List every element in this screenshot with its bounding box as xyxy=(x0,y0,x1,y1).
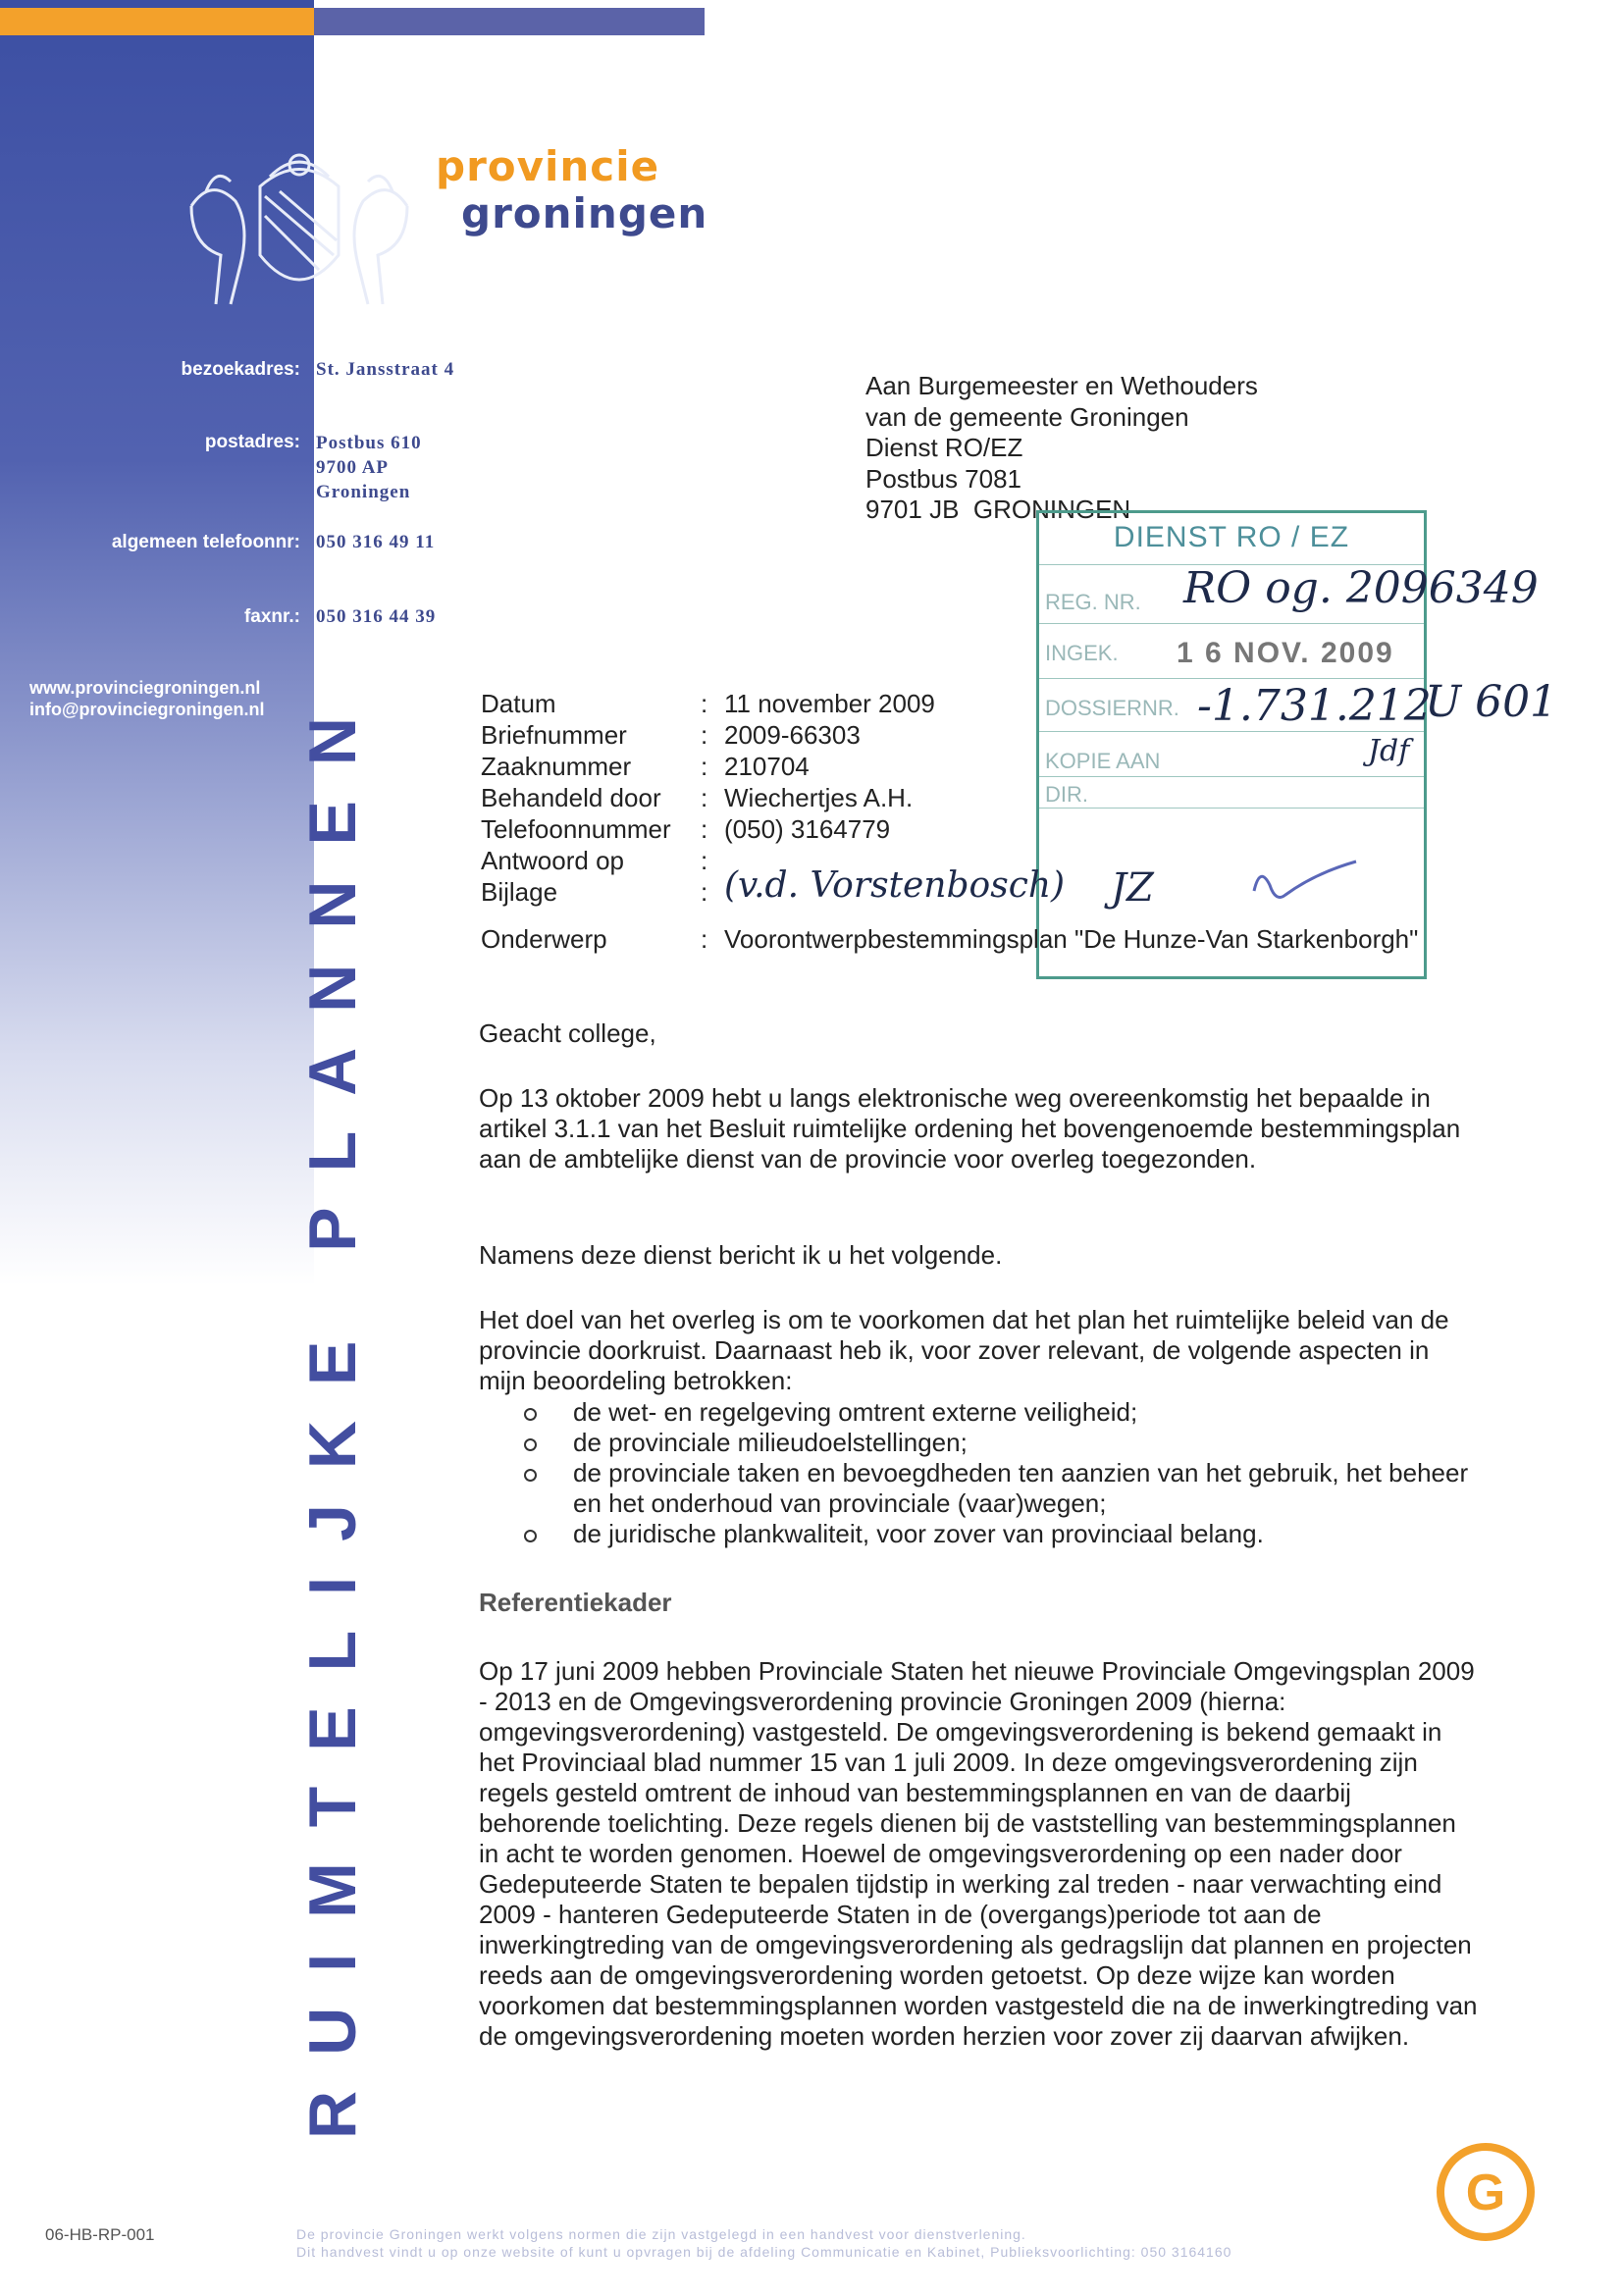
recipient-line: Aan Burgemeester en Wethouders xyxy=(865,371,1258,400)
list-item-text: de wet- en regelgeving omtrent externe veiligheid; xyxy=(573,1397,1138,1427)
meta-key: Behandeld door xyxy=(481,783,661,812)
list-item-text: de provinciale milieudoelstellingen; xyxy=(573,1428,968,1457)
meta-key: Onderwerp xyxy=(481,924,607,954)
stamp-label-dossier: DOSSIERNR. xyxy=(1045,696,1179,720)
stamp-label-reg: REG. NR. xyxy=(1045,590,1141,614)
stamp-label-date: INGEK. xyxy=(1045,641,1119,665)
recipient-line: van de gemeente Groningen xyxy=(865,401,1189,432)
logo-line-1: provincie xyxy=(436,142,660,190)
meta-colon: : xyxy=(701,752,708,781)
list-item xyxy=(524,1397,1476,1428)
recipient-line: 9701 JB GRONINGEN xyxy=(865,495,1131,524)
meta-key: Datum xyxy=(481,689,556,718)
postal-address-value: Postbus 610 9700 AP Groningen xyxy=(316,433,422,502)
handwritten-note: U 601 xyxy=(1425,677,1558,727)
meta-key: Bijlage xyxy=(481,877,558,907)
meta-value: 11 november 2009 xyxy=(724,689,935,718)
aspect-list xyxy=(524,1397,1476,1549)
meta-value: 210704 xyxy=(724,752,810,781)
section-heading: Referentiekader xyxy=(479,1588,672,1617)
meta-key: Zaaknummer xyxy=(481,752,632,781)
handwritten-dossier-number: -1.731.212 xyxy=(1197,681,1432,731)
email-link[interactable]: info@provinciegroningen.nl xyxy=(29,700,265,719)
paragraph-reference-framework: Op 17 juni 2009 hebben Provinciale Staten het nieuwe Provinciale Omgevingsplan 2009 - 2013 en de Omgevingsverordening provincie Groningen 2009 (hierna: omgevingsverordening) vastgesteld. De omgevingsverordening is bekend gemaakt in het Provinciaal blad nummer 15 van 1 juli 2009. In deze omgevingsverordening zijn regels gesteld omtrent de inhoud van bestemmingsplannen en van de daarbij behorende toelichting. Deze regels dienen bij de vaststelling van bestemmingsplannen in acht te worden genomen. Hoewel de omgevingsverordening op een nader door Gedeputeerde Staten te bepalen tijdstip in werking zal treden - naar verwachting eind 2009 - hanteren Gedeputeerde Staten in de (overgangs)periode tot aan de inwerkingtreding van de omgevingsverordening als gedragslijn dat plannen en projecten reeds aan de omgevingsverordening worden getoetst. Op deze wijze kan worden voorkomen dat bestemmingsplannen worden vastgesteld die na de inwerkingtreding van de omgevingsverordening moeten worden herzien voor zover zij daarvan afwijken. xyxy=(479,1656,1478,2051)
bullet-icon xyxy=(524,1469,537,1482)
meta-key: Briefnummer xyxy=(481,720,627,750)
list-item xyxy=(524,1519,1476,1549)
handwritten-stamp-initials: Jdf xyxy=(1368,734,1410,768)
meta-value: (050) 3164779 xyxy=(724,814,891,844)
list-item-text: de provinciale taken en bevoegdheden ten aanzien van het gebruik, het beheer en het onderhoud van provinciale (vaar)wegen; xyxy=(573,1458,1469,1518)
g-logo-letter: G xyxy=(1465,2165,1506,2221)
logo-line-2: groningen xyxy=(461,189,708,237)
meta-colon: : xyxy=(701,846,708,875)
stamp-label-copy: KOPIE AAN xyxy=(1045,749,1161,773)
meta-colon: : xyxy=(701,689,708,718)
meta-key: Telefoonnummer xyxy=(481,814,671,844)
postal-address-label: postadres: xyxy=(204,432,300,452)
stamp-divider xyxy=(1039,623,1424,624)
footer-note-line: Dit handvest vindt u op onze website of kunt u opvragen bij de afdeling Communicatie en Kabinet, Publieksvoorlichting: 050 3164160 xyxy=(296,2244,1232,2260)
stamp-date: 1 6 NOV. 2009 xyxy=(1177,637,1394,669)
meta-value: Voorontwerpbestemmingsplan "De Hunze-Van Starkenborgh" xyxy=(724,924,1419,954)
meta-value: 2009-66303 xyxy=(724,720,861,750)
list-item xyxy=(524,1458,1476,1519)
visit-address-value: St. Jansstraat 4 xyxy=(316,359,455,380)
handwritten-attachment-note: (v.d. Vorstenbosch) xyxy=(724,865,1066,906)
stamp-title: DIENST RO / EZ xyxy=(1113,521,1350,553)
meta-colon: : xyxy=(701,783,708,812)
department-vertical-title: RUIMTELIJKE PLANNEN xyxy=(295,682,370,2139)
stamp-label-dir: DIR. xyxy=(1045,782,1088,807)
list-item-text: de juridische plankwaliteit, voor zover van provinciaal belang. xyxy=(573,1519,1264,1548)
meta-colon: : xyxy=(701,720,708,750)
salutation: Geacht college, xyxy=(479,1018,656,1048)
bullet-icon xyxy=(524,1530,537,1542)
phone-value: 050 316 49 11 xyxy=(316,532,436,552)
contact-block xyxy=(29,677,265,720)
recipient-line: Postbus 7081 xyxy=(865,463,1022,494)
orange-header-bar xyxy=(0,8,314,35)
meta-key: Antwoord op xyxy=(481,846,624,875)
paragraph-purpose: Het doel van het overleg is om te voorkomen dat het plan het ruimtelijke beleid van de provincie doorkruist. Daarnaast heb ik, voor zover relevant, de volgende aspecten in mijn beoordeling betrokken: xyxy=(479,1305,1449,1395)
recipient-line: Dienst RO/EZ xyxy=(865,433,1023,462)
stamp-divider xyxy=(1039,808,1424,809)
paragraph-notice: Namens deze dienst bericht ik u het volgende. xyxy=(479,1240,1003,1270)
bullet-icon xyxy=(524,1438,537,1451)
paraph-mark-icon xyxy=(1246,856,1364,914)
coat-of-arms-icon xyxy=(172,147,427,319)
recipient-address xyxy=(865,371,1258,526)
stamp-divider xyxy=(1039,776,1424,777)
sidebar-band xyxy=(0,0,314,2296)
meta-colon: : xyxy=(701,877,708,907)
fax-label: faxnr.: xyxy=(243,606,300,627)
bullet-icon xyxy=(524,1408,537,1421)
stamp-divider xyxy=(1039,731,1424,732)
footer-note-line: De provincie Groningen werkt volgens normen die zijn vastgelegd in een handvest voor dienstverlening. xyxy=(296,2226,1026,2242)
meta-colon: : xyxy=(701,814,708,844)
phone-label: algemeen telefoonnr: xyxy=(111,532,300,552)
paragraph-intro: Op 13 oktober 2009 hebt u langs elektronische weg overeenkomstig het bepaalde in artikel 3.1.1 van het Besluit ruimtelijke ordening het bovengenoemde bestemmingsplan aan de ambtelijke dienst van de provincie voor overleg toegezonden. xyxy=(479,1083,1461,1174)
blue-header-bar xyxy=(314,8,705,35)
meta-colon: : xyxy=(701,924,708,954)
website-link[interactable]: www.provinciegroningen.nl xyxy=(29,678,261,698)
handwritten-initials: JZ xyxy=(1111,865,1154,911)
g-logo-icon xyxy=(1435,2141,1537,2243)
brand-logo xyxy=(432,143,707,237)
visit-address-label: bezoekadres: xyxy=(181,359,300,380)
handwritten-reg-number: RO og. 2096349 xyxy=(1183,563,1539,613)
document-code: 06-HB-RP-001 xyxy=(45,2225,155,2244)
list-item xyxy=(524,1428,1476,1458)
fax-value: 050 316 44 39 xyxy=(316,606,437,627)
service-charter-note xyxy=(296,2225,1231,2261)
stamp-divider xyxy=(1039,678,1424,679)
meta-value: Wiechertjes A.H. xyxy=(724,783,914,812)
